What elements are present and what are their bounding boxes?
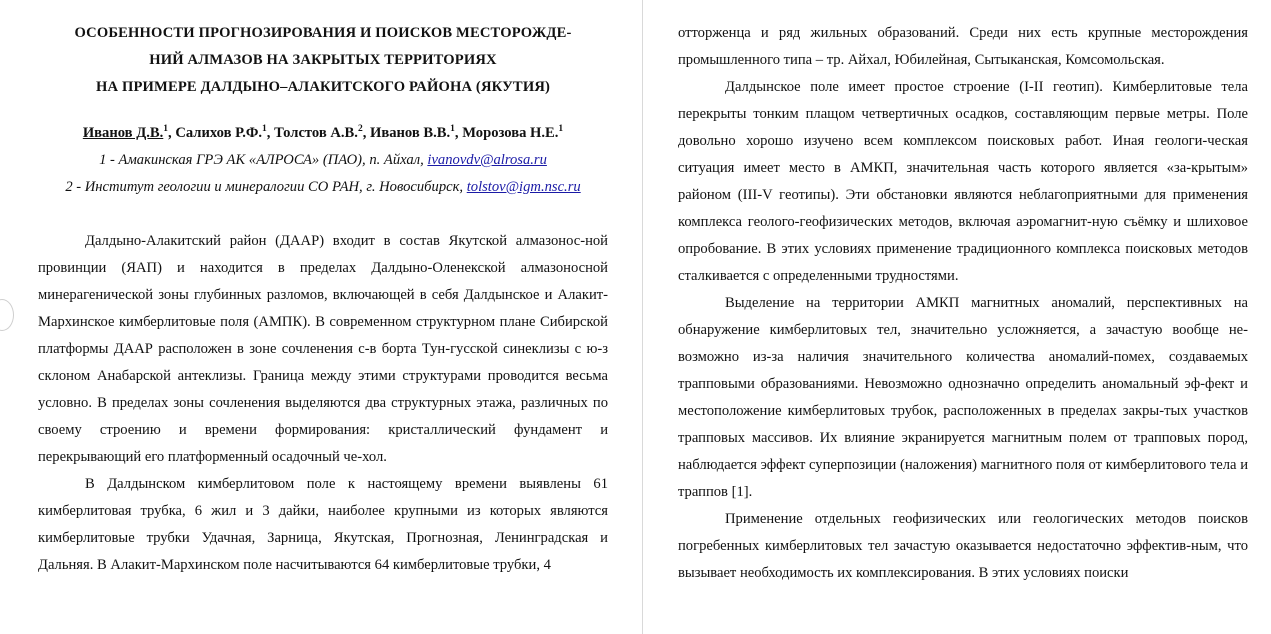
- author-affiliation-mark: 1: [558, 124, 564, 135]
- left-body-text: [38, 228, 608, 579]
- title-line: НИЙ АЛМАЗОВ НА ЗАКРЫТЫХ ТЕРРИТОРИЯХ: [149, 52, 497, 68]
- author-separator: ,: [454, 125, 463, 141]
- affiliation-line: [38, 147, 608, 174]
- author-separator: ,: [168, 125, 176, 141]
- author-affiliation-mark: 2: [357, 124, 363, 135]
- page-divider: [642, 0, 643, 634]
- author-separator: ,: [266, 125, 275, 141]
- right-column: [678, 20, 1248, 587]
- body-paragraph: Далдыно-Алакитский район (ДААР) входит в состав Якутской алмазонос-ной провинции (ЯАП) и находится в пределах Далдыно-Оленекской алмазоносной минерагенической зоны глубинных разломов, включающей в себя Далдынское и Алакит-Мархинское кимберлитовые поля (АМПК). В современном структурном плане Сибирской платформы ДААР расположен в зоне сочленения с-в борта Тун-гусской синеклизы с ю-з склоном Анабарской антеклизы. Граница между этими структурами проводится весьма условно. В пределах зоны сочленения выделяются два структурных этажа, различных по своему строению и времени формирования: кристаллический фундамент и перекрывающий его платформенный осадочный че-хол.: [38, 233, 608, 465]
- affiliation-line: [38, 174, 608, 201]
- author-affiliation-mark: 1: [163, 124, 169, 135]
- right-body-text: [678, 20, 1248, 587]
- side-scroll-handle[interactable]: [0, 299, 14, 331]
- author-name: Морозова Н.Е.: [462, 125, 559, 141]
- title-line: ОСОБЕННОСТИ ПРОГНОЗИРОВАНИЯ И ПОИСКОВ МЕСТОРОЖДЕ-: [74, 25, 572, 41]
- author-affiliation-mark: 1: [262, 124, 267, 135]
- paper-title: [38, 20, 608, 101]
- title-line: НА ПРИМЕРЕ ДАЛДЫНО–АЛАКИТСКОГО РАЙОНА (ЯКУТИЯ): [95, 79, 551, 95]
- author-name: Иванов Д.В.: [82, 125, 164, 141]
- author-name: Толстов А.В.: [274, 125, 358, 141]
- email-link[interactable]: tolstov@igm.nsc.ru: [466, 179, 581, 195]
- body-paragraph: В Далдынском кимберлитовом поле к настоящему времени выявлены 61 кимберлитовая трубка, 6 жил и 3 дайки, наиболее крупными из которых являются кимберлитовые трубки Удачная, Зарница, Якутская, Прогнозная, Ленинградская и Дальняя. В Алакит-Мархинском поле насчитываются 64 кимберлитовые трубки, 4: [38, 476, 608, 573]
- body-paragraph: Выделение на территории АМКП магнитных аномалий, перспективных на обнаружение кимберлитовых тел, значительно усложняется, а зачастую вообще не-возможно из-за наличия значительного количества аномалий-помех, создаваемых трапповыми образованиями. Невозможно однозначно определить аномальный эф-фект и местоположение кимберлитовых трубок, расположенных в пределах закры-тых участков трапповых массивов. Их влияние экранируется магнитным полем от трапповых пород, наблюдается эффект суперпозиции (наложения) магнитного поля от кимберлитового тела и траппов [1].: [678, 295, 1248, 500]
- affiliations: [38, 147, 608, 201]
- author-list: [38, 120, 608, 147]
- author-name: Иванов В.В.: [369, 125, 451, 141]
- body-paragraph: отторженца и ряд жильных образований. Среди них есть крупные месторождения промышленного типа – тр. Айхал, Юбилейная, Сытыканская, Комсомольская.: [678, 25, 1248, 68]
- author-affiliation-mark: 1: [450, 124, 455, 135]
- affiliation-text: 1 - Амакинская ГРЭ АК «АЛРОСА» (ПАО), п. Айхал,: [99, 152, 428, 168]
- body-paragraph: Далдынское поле имеет простое строение (I-II геотип). Кимберлитовые тела перекрыты тонким плащом четвертичных осадков, составляющим первые метры. Поле довольно хорошо изучено всем комплексом поисковых работ. Иная геологи-ческая ситуация имеет место в АМКП, значительная часть которого является «за-крытым» районом (III-V геотипы). Эти обстановки являются неблагоприятными для применения комплекса геолого-геофизических методов, включая аэромагнит-ную съёмку и шлиховое опробование. В этих условиях применение традиционного комплекса поисковых методов сталкивается с определенными трудностями.: [678, 79, 1248, 284]
- left-column: [38, 20, 608, 579]
- author-separator: ,: [362, 125, 370, 141]
- author-name: Салихов Р.Ф.: [175, 125, 263, 141]
- email-link[interactable]: ivanovdv@alrosa.ru: [427, 152, 547, 168]
- affiliation-text: 2 - Институт геологии и минералогии СО РАН, г. Новосибирск,: [65, 179, 467, 195]
- right-page: [644, 0, 1271, 634]
- body-paragraph: Применение отдельных геофизических или геологических методов поисков погребенных кимберлитовых тел зачастую оказывается недостаточно эффектив-ным, что вызывает необходимость их комплексирования. В этих условиях поиски: [678, 511, 1248, 581]
